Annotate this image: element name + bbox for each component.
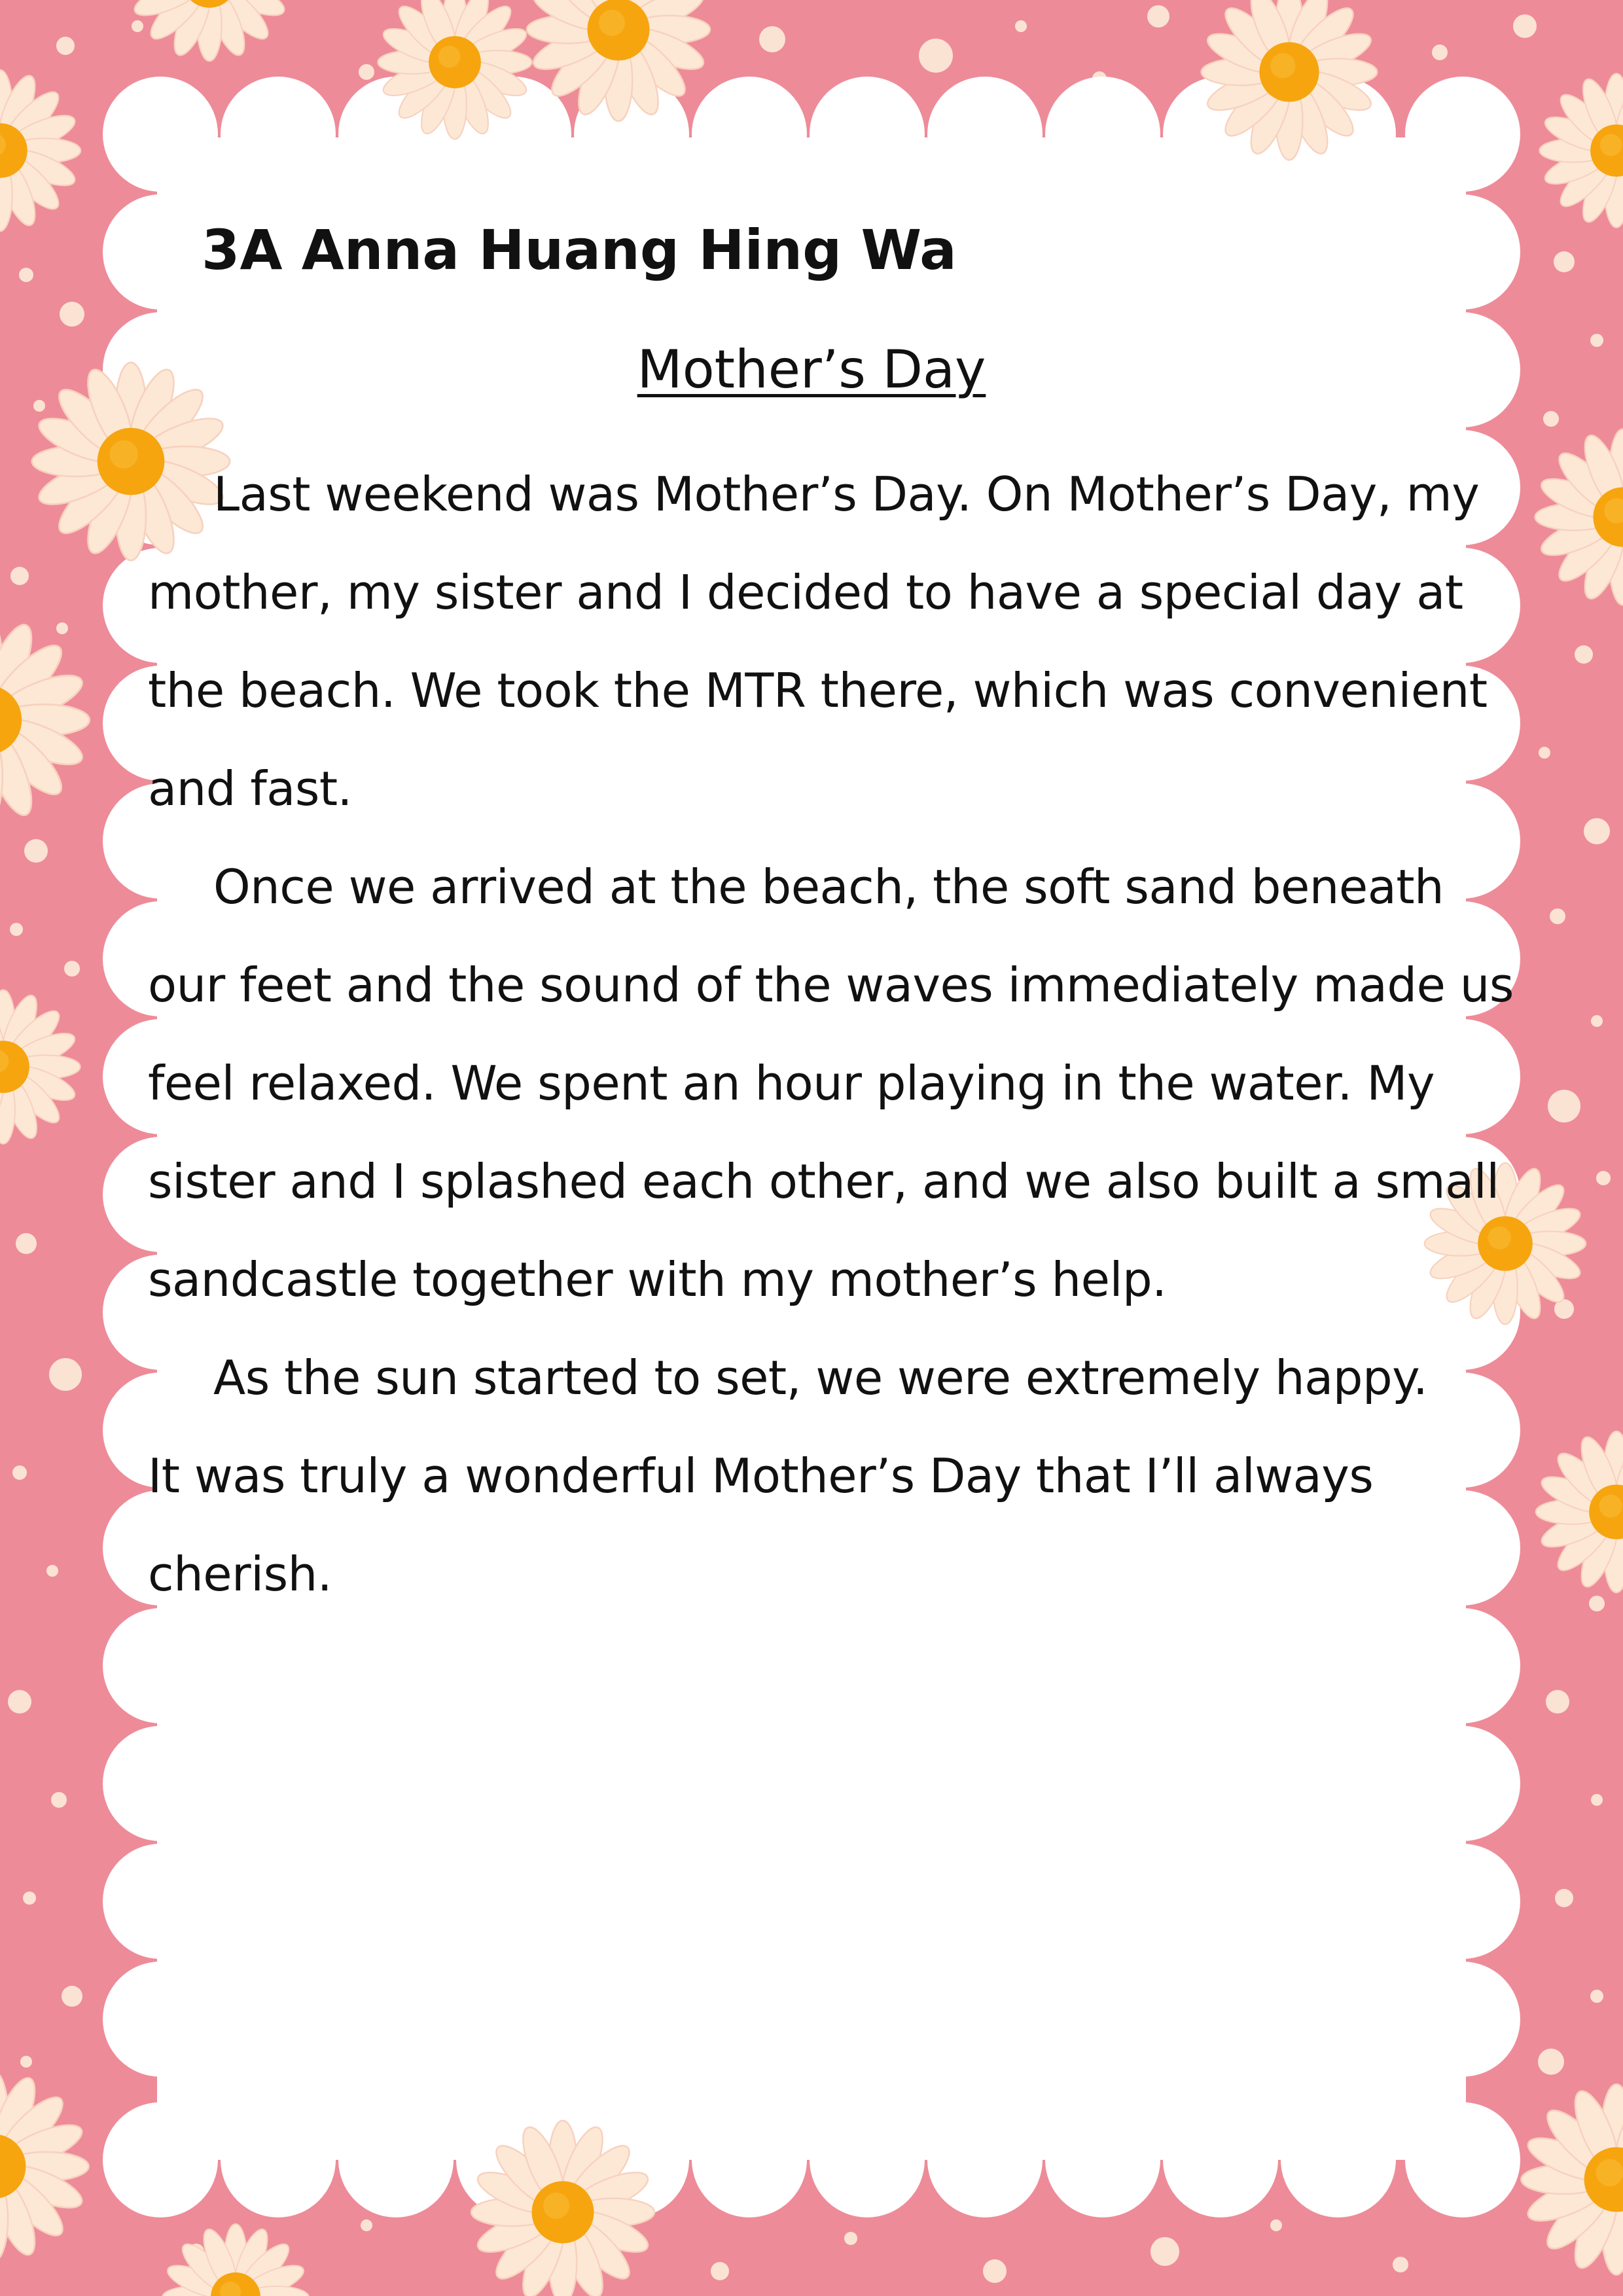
paragraph-1 xyxy=(148,445,1489,838)
text-line: Once we arrived at the beach, the soft sand beneath xyxy=(213,859,1444,914)
text-line: As the sun started to set, we were extremely happy. xyxy=(213,1350,1428,1405)
text-line: Last weekend was Mother’s Day. On Mother’s Day, my xyxy=(213,467,1480,522)
essay-title: Mother’s Day xyxy=(637,339,986,400)
text-line: sandcastle together with my mother’s help. xyxy=(148,1252,1167,1307)
text-line: and fast. xyxy=(148,761,352,816)
text-line: feel relaxed. We spent an hour playing in the water. My xyxy=(148,1056,1435,1111)
text-line: our feet and the sound of the waves immediately made us xyxy=(148,958,1514,1013)
text-line: It was truly a wonderful Mother’s Day that I’ll always xyxy=(148,1448,1374,1503)
student-name-heading: 3A Anna Huang Hing Wa xyxy=(202,218,957,282)
paragraph-2 xyxy=(148,838,1514,1329)
text-line: mother, my sister and I decided to have a special day at xyxy=(148,565,1463,620)
text-line: the beach. We took the MTR there, which was convenient xyxy=(148,663,1488,718)
text-line: cherish. xyxy=(148,1547,332,1602)
essay-body xyxy=(148,445,1514,1623)
text-line: sister and I splashed each other, and we also built a small xyxy=(148,1154,1499,1209)
paragraph-3 xyxy=(148,1329,1489,1623)
